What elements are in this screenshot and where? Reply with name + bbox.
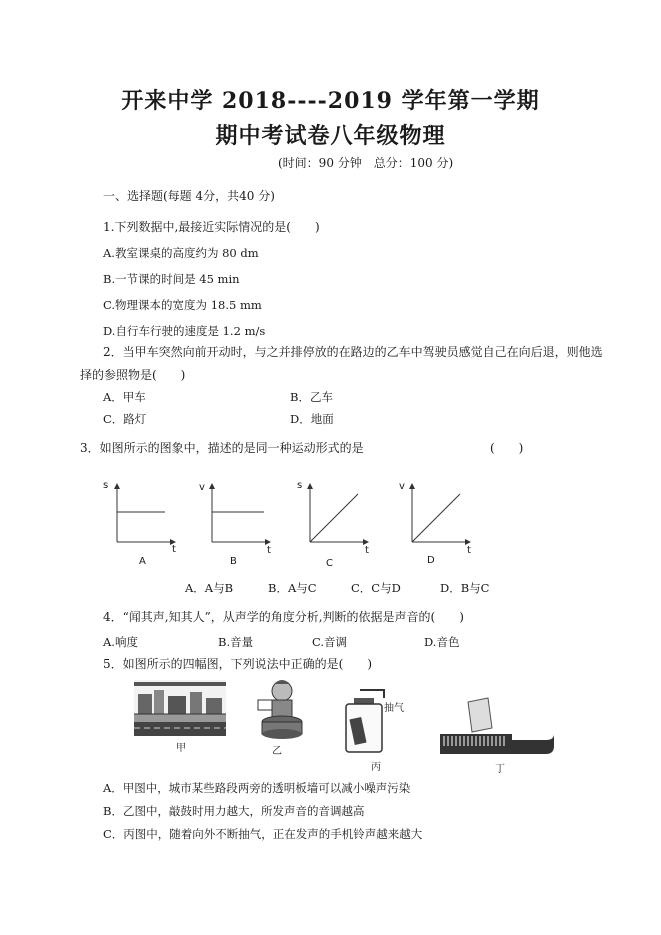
question-3-choice-c: C．C与D bbox=[351, 581, 401, 595]
question-1-stem: 1.下列数据中,最接近实际情况的是( ) bbox=[103, 220, 320, 234]
question-5-option-a: A．甲图中，城市某些路段两旁的透明板墙可以减小噪声污染 bbox=[103, 781, 411, 795]
exam-title-line2: 期中考试卷八年级物理 bbox=[215, 123, 446, 149]
question-2-option-b: B．乙车 bbox=[290, 390, 333, 404]
exam-info: (时间：90 分钟 总分：100 分) bbox=[278, 156, 454, 170]
figure-bing-caption: 丙 bbox=[371, 762, 381, 773]
question-1-option-a: A.教室课桌的高度约为 80 dm bbox=[103, 246, 259, 260]
question-5-option-b: B．乙图中，敲鼓时用力越大，所发声音的音调越高 bbox=[103, 804, 365, 818]
figure-jia-caption: 甲 bbox=[176, 743, 186, 754]
question-5-stem: 5．如图所示的四幅图，下列说法中正确的是( ) bbox=[103, 657, 372, 671]
figure-bing-pump-label: 抽气 bbox=[384, 703, 404, 714]
figure-jia-city-road bbox=[134, 680, 226, 736]
exam-title-line1: 开来中学 2018----2019 学年第一学期 bbox=[121, 88, 540, 114]
graph-a bbox=[103, 478, 183, 548]
graph-b bbox=[198, 478, 278, 548]
graph-c bbox=[296, 478, 376, 548]
question-5-option-c: C．丙图中，随着向外不断抽气，正在发声的手机铃声越来越大 bbox=[103, 827, 423, 841]
question-4-stem: 4．“闻其声,知其人”，从声学的角度分析,判断的依据是声音的( ) bbox=[103, 610, 464, 624]
question-3-choice-b: B．A与C bbox=[268, 581, 317, 595]
graph-d-line bbox=[412, 494, 460, 542]
question-3-bracket: ( ) bbox=[490, 441, 524, 455]
question-1-option-c: C.物理课本的宽度为 18.5 mm bbox=[103, 298, 262, 312]
graph-b-x-label: t bbox=[267, 545, 271, 556]
graph-d-caption: D bbox=[427, 555, 435, 566]
graph-d bbox=[398, 478, 478, 548]
figure-ding-comb bbox=[440, 698, 558, 758]
question-3-choice-a: A．A与B bbox=[185, 581, 234, 595]
graph-c-caption: C bbox=[326, 558, 333, 569]
question-2-option-d: D．地面 bbox=[290, 412, 334, 426]
graph-a-y-label: s bbox=[103, 480, 109, 491]
graph-b-caption: B bbox=[230, 556, 237, 567]
figure-yi-drum bbox=[256, 678, 308, 740]
question-3-stem: 3．如图所示的图象中，描述的是同一种运动形式的是 bbox=[80, 441, 364, 455]
graph-a-caption: A bbox=[139, 556, 146, 567]
question-4-option-b: B.音量 bbox=[218, 635, 254, 649]
graph-c-y-label: s bbox=[297, 480, 303, 491]
question-3-choice-d: D．B与C bbox=[440, 581, 490, 595]
graph-d-y-label: v bbox=[399, 481, 405, 492]
graph-a-x-label: t bbox=[172, 544, 176, 555]
question-4-option-d: D.音色 bbox=[424, 635, 460, 649]
question-2-option-a: A．甲车 bbox=[103, 390, 146, 404]
section-heading: 一、选择题(每题 4分，共40 分) bbox=[103, 189, 275, 203]
figure-ding-caption: 丁 bbox=[495, 764, 505, 775]
question-1-option-d: D.自行车行驶的速度是 1.2 m/s bbox=[103, 324, 266, 338]
question-1-option-b: B.一节课的时间是 45 min bbox=[103, 272, 240, 286]
graph-d-x-label: t bbox=[467, 545, 471, 556]
figure-yi-caption: 乙 bbox=[272, 746, 282, 757]
graph-c-x-label: t bbox=[365, 545, 369, 556]
question-2-option-c: C．路灯 bbox=[103, 412, 147, 426]
graph-b-y-label: v bbox=[199, 482, 205, 493]
question-2-stem-line1: 2．当甲车突然向前开动时，与之并排停放的在路边的乙车中驾驶员感觉自己在向后退，则他选 bbox=[103, 345, 603, 359]
question-4-option-c: C.音调 bbox=[312, 635, 348, 649]
graph-c-line bbox=[310, 494, 358, 542]
question-2-stem-line2: 择的参照物是( ) bbox=[80, 368, 186, 382]
question-4-option-a: A.响度 bbox=[103, 635, 138, 649]
